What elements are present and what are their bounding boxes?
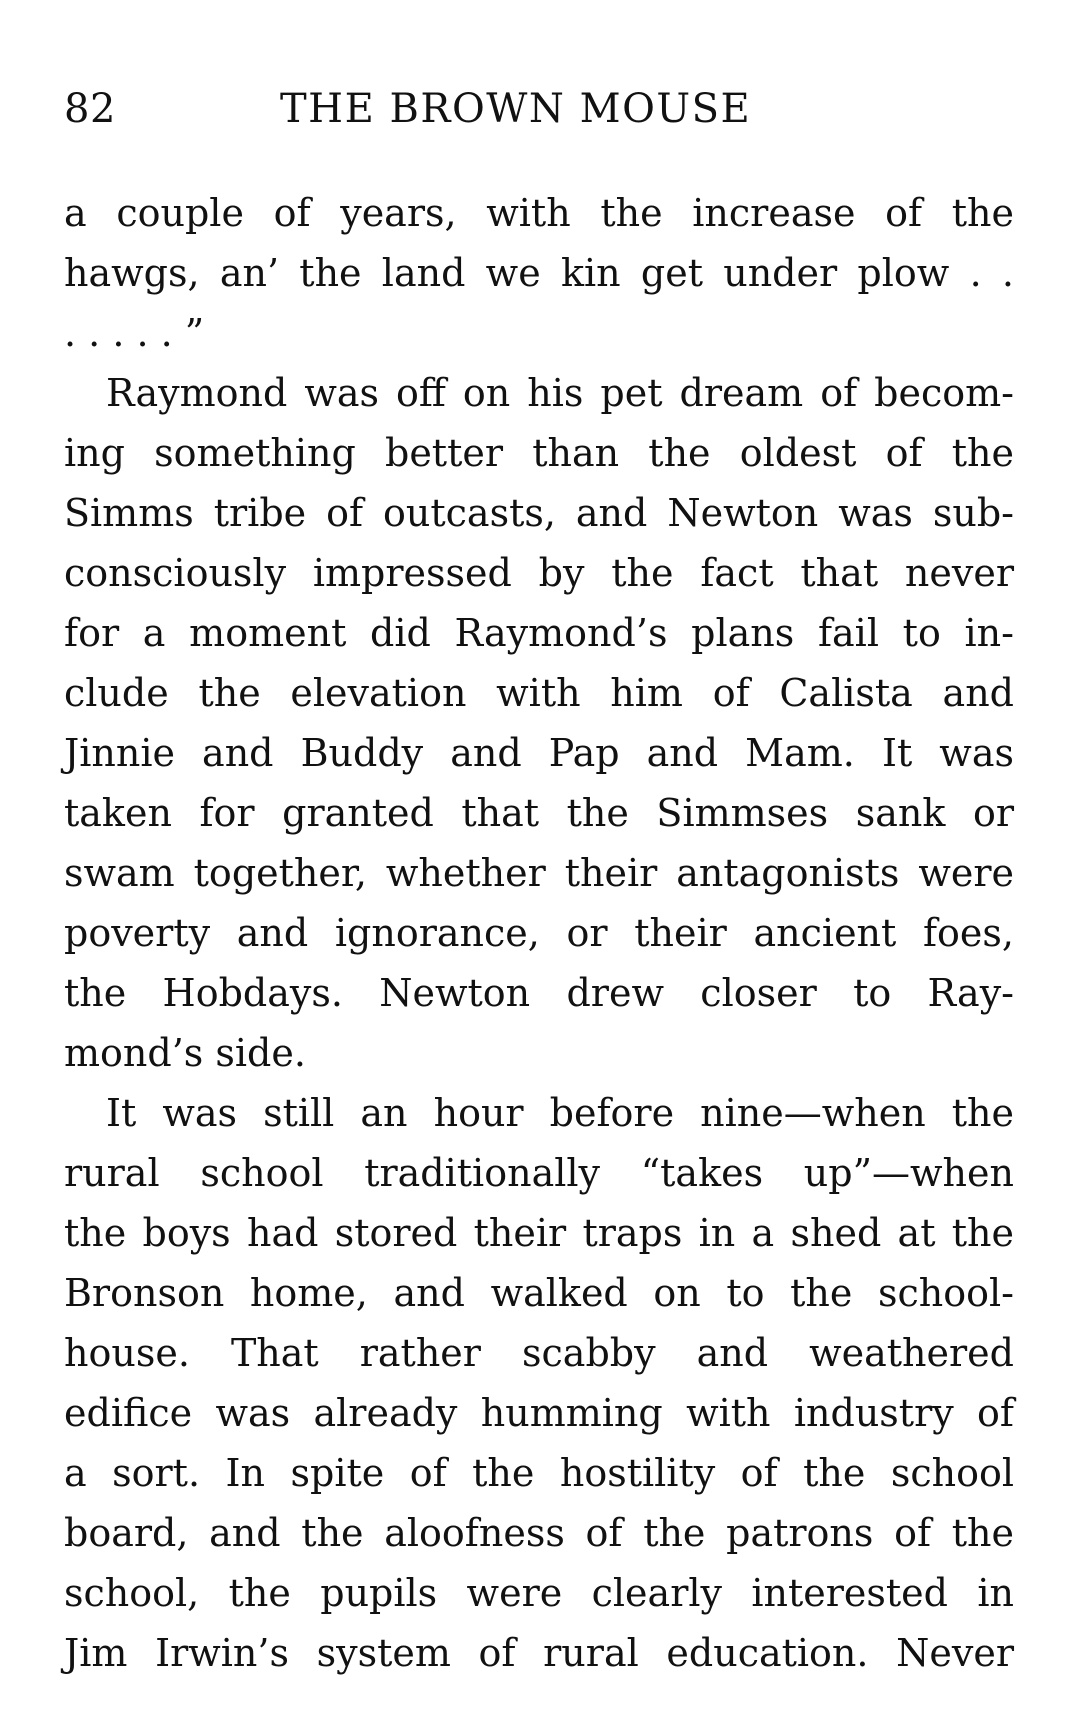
text-line: consciously impressed by the fact that never (64, 551, 1014, 595)
paragraph-first-line: Raymond was off on his pet dream of becom- (106, 371, 1014, 415)
page-number: 82 (64, 86, 116, 132)
text-line: Jim Irwin’s system of rural education. Never (64, 1631, 1014, 1675)
text-line: mond’s side. (64, 1031, 306, 1075)
text-line: house. That rather scabby and weathered (64, 1331, 1014, 1375)
text-line: poverty and ignorance, or their ancient foes, (64, 911, 1014, 955)
text-line: edifice was already humming with industry of (64, 1391, 1014, 1435)
running-head (64, 84, 1004, 134)
text-line: a couple of years, with the increase of the (64, 191, 1014, 235)
text-line: a sort. In spite of the hostility of the school (64, 1451, 1014, 1495)
text-line: taken for granted that the Simmses sank or (64, 791, 1014, 835)
text-line: the Hobdays. Newton drew closer to Ray- (64, 971, 1014, 1015)
text-line: ing something better than the oldest of the (64, 431, 1014, 475)
text-line: school, the pupils were clearly interested in (64, 1571, 1014, 1615)
text-line: rural school traditionally “takes up”—when (64, 1151, 1014, 1195)
text-line: board, and the aloofness of the patrons of the (64, 1511, 1014, 1555)
running-title: THE BROWN MOUSE (280, 86, 752, 132)
paragraph-first-line: It was still an hour before nine—when the (106, 1091, 1014, 1135)
body-text (64, 190, 1014, 1690)
text-line: hawgs, an’ the land we kin get under plow . . (64, 251, 1014, 295)
text-line: the boys had stored their traps in a shed at the (64, 1211, 1014, 1255)
text-line: . . . . . ” (64, 311, 205, 355)
text-line: Jinnie and Buddy and Pap and Mam. It was (64, 731, 1014, 775)
text-line: swam together, whether their antagonists were (64, 851, 1014, 895)
text-line: clude the elevation with him of Calista and (64, 671, 1014, 715)
text-line: for a moment did Raymond’s plans fail to in- (64, 611, 1014, 655)
text-line: Bronson home, and walked on to the school- (64, 1271, 1014, 1315)
text-line: Simms tribe of outcasts, and Newton was sub- (64, 491, 1014, 535)
